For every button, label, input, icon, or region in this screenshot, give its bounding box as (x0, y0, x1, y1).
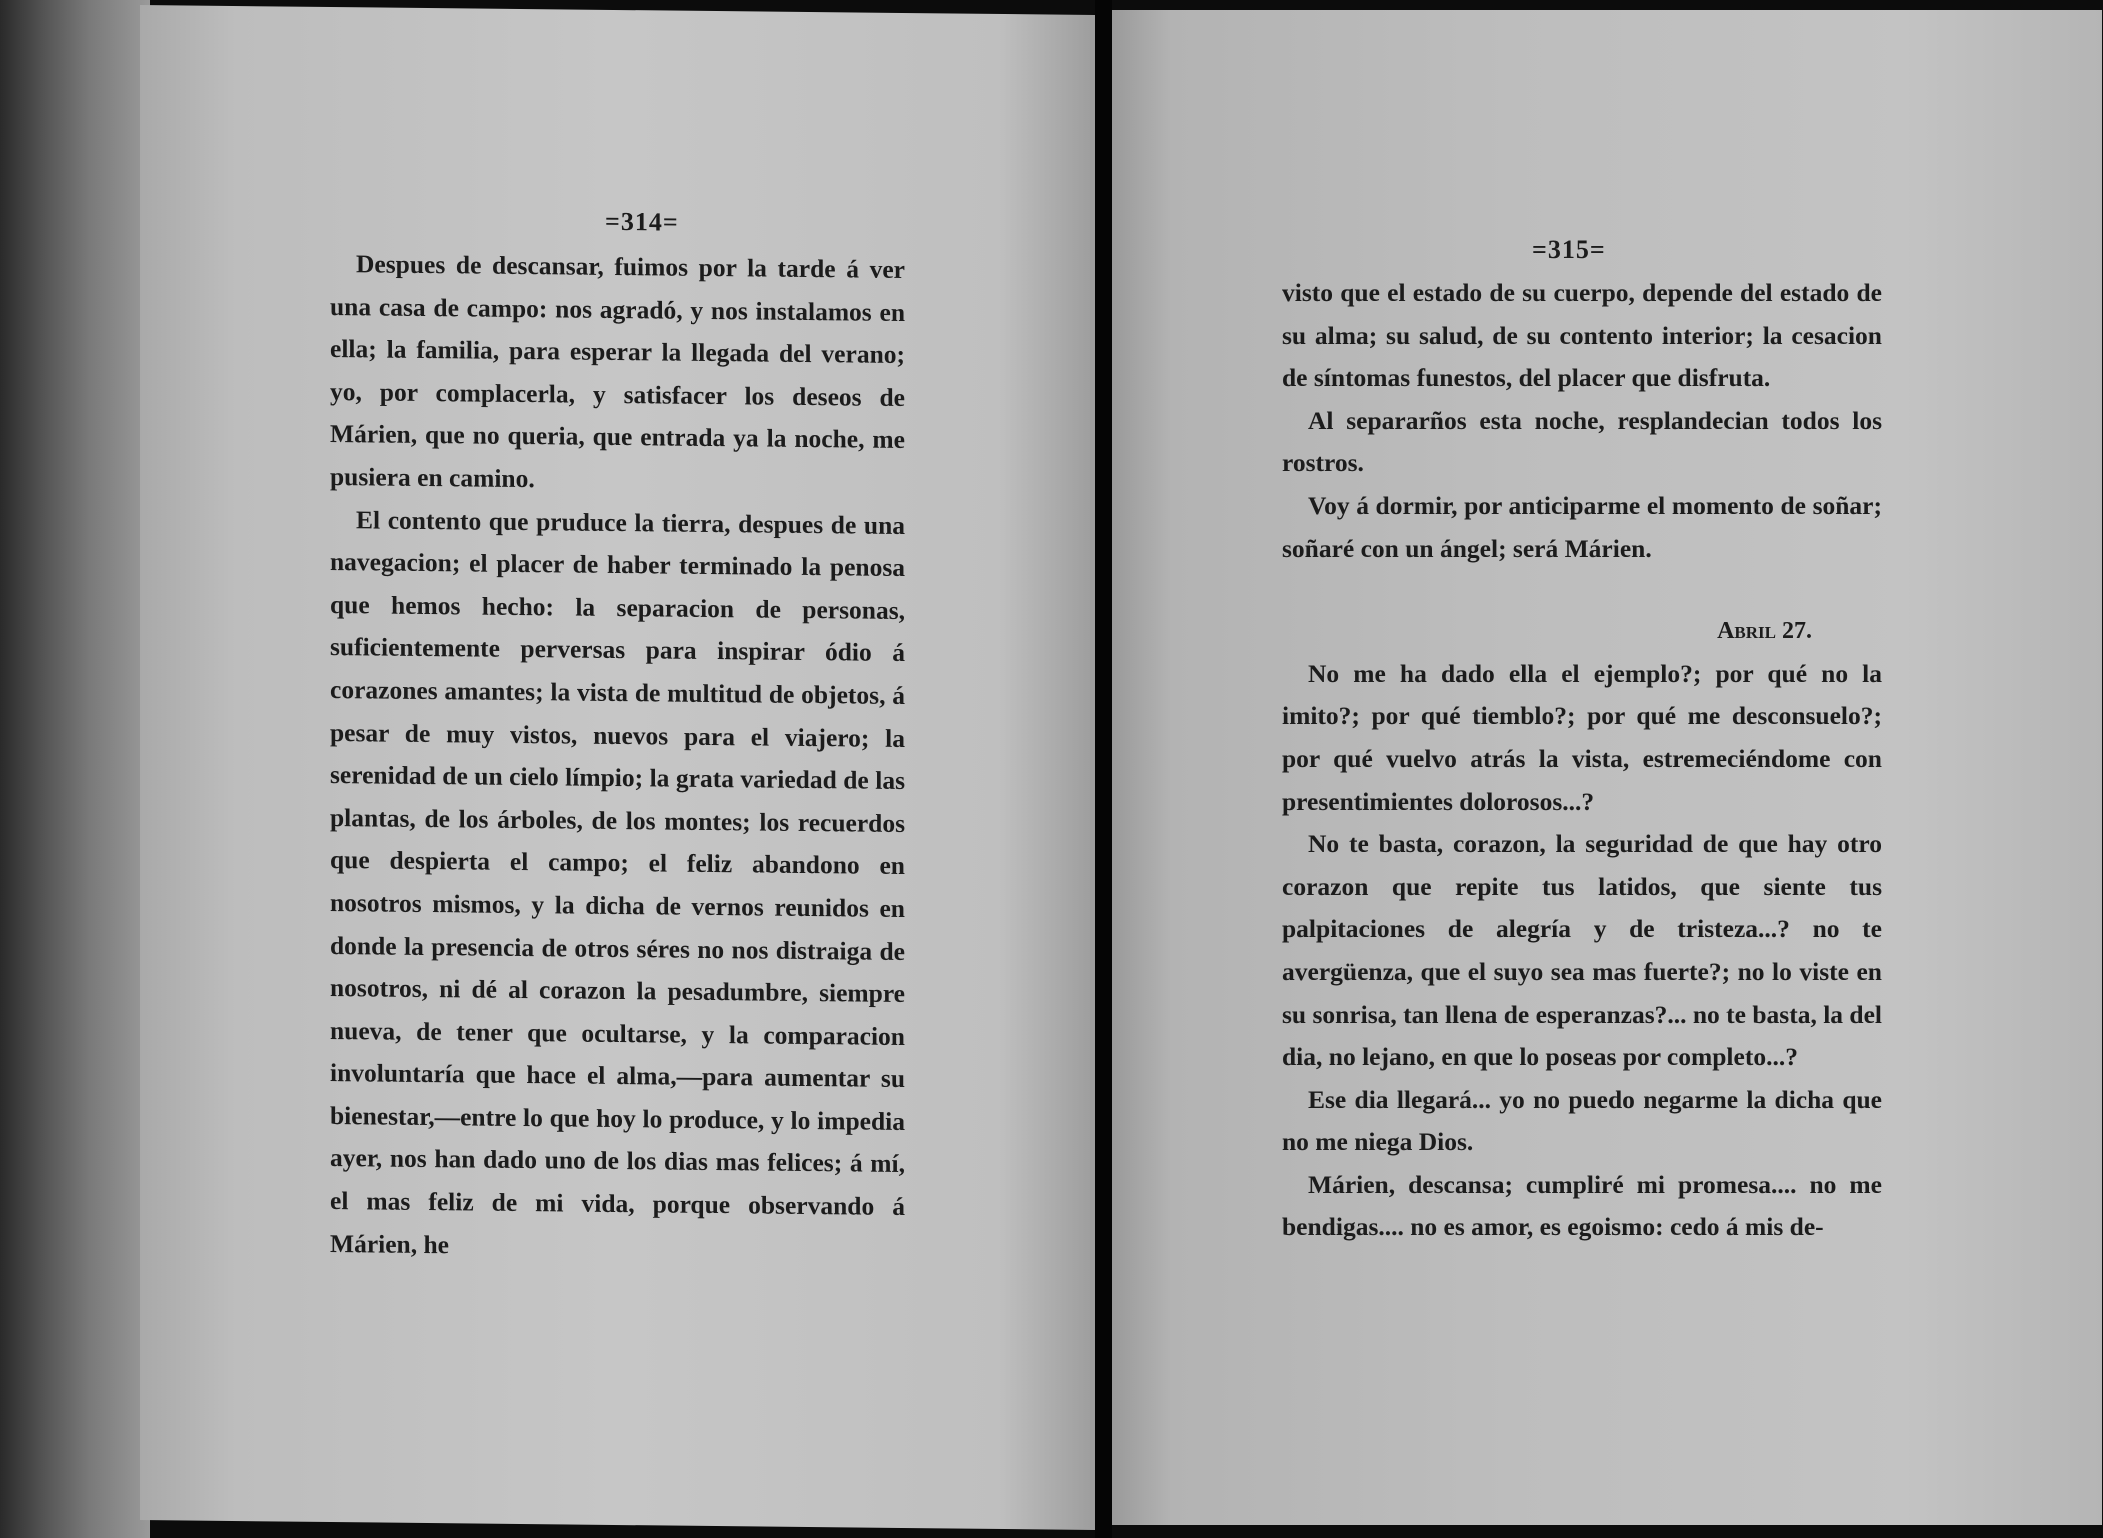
right-page-text (1282, 272, 1882, 1249)
right-paragraph-5: No te basta, corazon, la seguridad de que hay otro corazon que repite tus latidos, que siente tus palpitaciones de alegría y de tristeza...? no te avergüenza, que el suyo sea mas fuerte?; no lo viste en su sonrisa, tan llena de esperanzas?... no te basta, la del dia, no lejano, en que lo poseas por completo...? (1282, 829, 1882, 1072)
date-heading: Abril 27. (1717, 618, 1812, 645)
right-paragraph-7: Márien, descansa; cumpliré mi promesa.... no me bendigas.... no es amor, es egoismo: cedo á mis de- (1282, 1169, 1882, 1242)
left-page-number: =314= (605, 206, 679, 237)
left-paragraph-1: Despues de descansar, fuimos por la tarde á ver una casa de campo: nos agradó, y nos instalamos en ella; la familia, para esperar la llegada del verano; yo, por complacerla, y satisfacer los deseos de Márien, que no queria, que entrada ya la noche, me pusiera en camino. (330, 249, 905, 494)
left-paragraph-2: El contento que pruduce la tierra, despues de una navegacion; el placer de haber terminado la penosa que hemos hecho: la separacion de personas, suficientemente perversas para inspirar ódio á corazones amantes; la vista de multitud de objetos, á pesar de muy vistos, nuevos para el viajero; la serenidad de un cielo límpio; la grata variedad de las plantas, de los árboles, de los montes; los recuerdos que despierta el campo; el feliz abandono en nosotros mismos, y la dicha de vernos reunidos en donde la presencia de otros séres no nos distraiga de nosotros, ni dé al corazon la pesadumbre, siempre nueva, de tener que ocultarse, y la comparacion involuntaría que hace el alma,—para aumentar su bienestar,—entre lo que hoy lo produce, y lo impedia ayer, nos han dado uno de los dias mas felices; á mí, el mas feliz de mi vida, porque observando á Márien, he (330, 504, 905, 1259)
left-page (140, 5, 1095, 1530)
right-page (1112, 10, 2102, 1525)
right-page-number: =315= (1532, 235, 1606, 264)
left-page-text (330, 243, 905, 1271)
book-binding-edge (0, 0, 150, 1538)
right-paragraph-3: Voy á dormir, por anticiparme el momento de soñar; soñaré con un ángel; será Márien. (1282, 490, 1882, 563)
right-paragraph-6: Ese dia llegará... yo no puedo negarme la dicha que no me niega Dios. (1282, 1084, 1882, 1157)
right-paragraph-4: No me ha dado ella el ejemplo?; por qué no la imito?; por qué tiemblo?; por qué me desconsuelo?; por qué vuelvo atrás la vista, estremeciéndome con presentimientes dolorosos...? (1282, 658, 1882, 816)
right-paragraph-1: visto que el estado de su cuerpo, depende del estado de su alma; su salud, de su contento interior; la cesacion de síntomas funestos, del placer que disfruta. (1282, 278, 1882, 393)
page-gutter (1095, 0, 1112, 1538)
right-paragraph-2: Al separarños esta noche, resplandecian todos los rostros. (1282, 405, 1882, 478)
